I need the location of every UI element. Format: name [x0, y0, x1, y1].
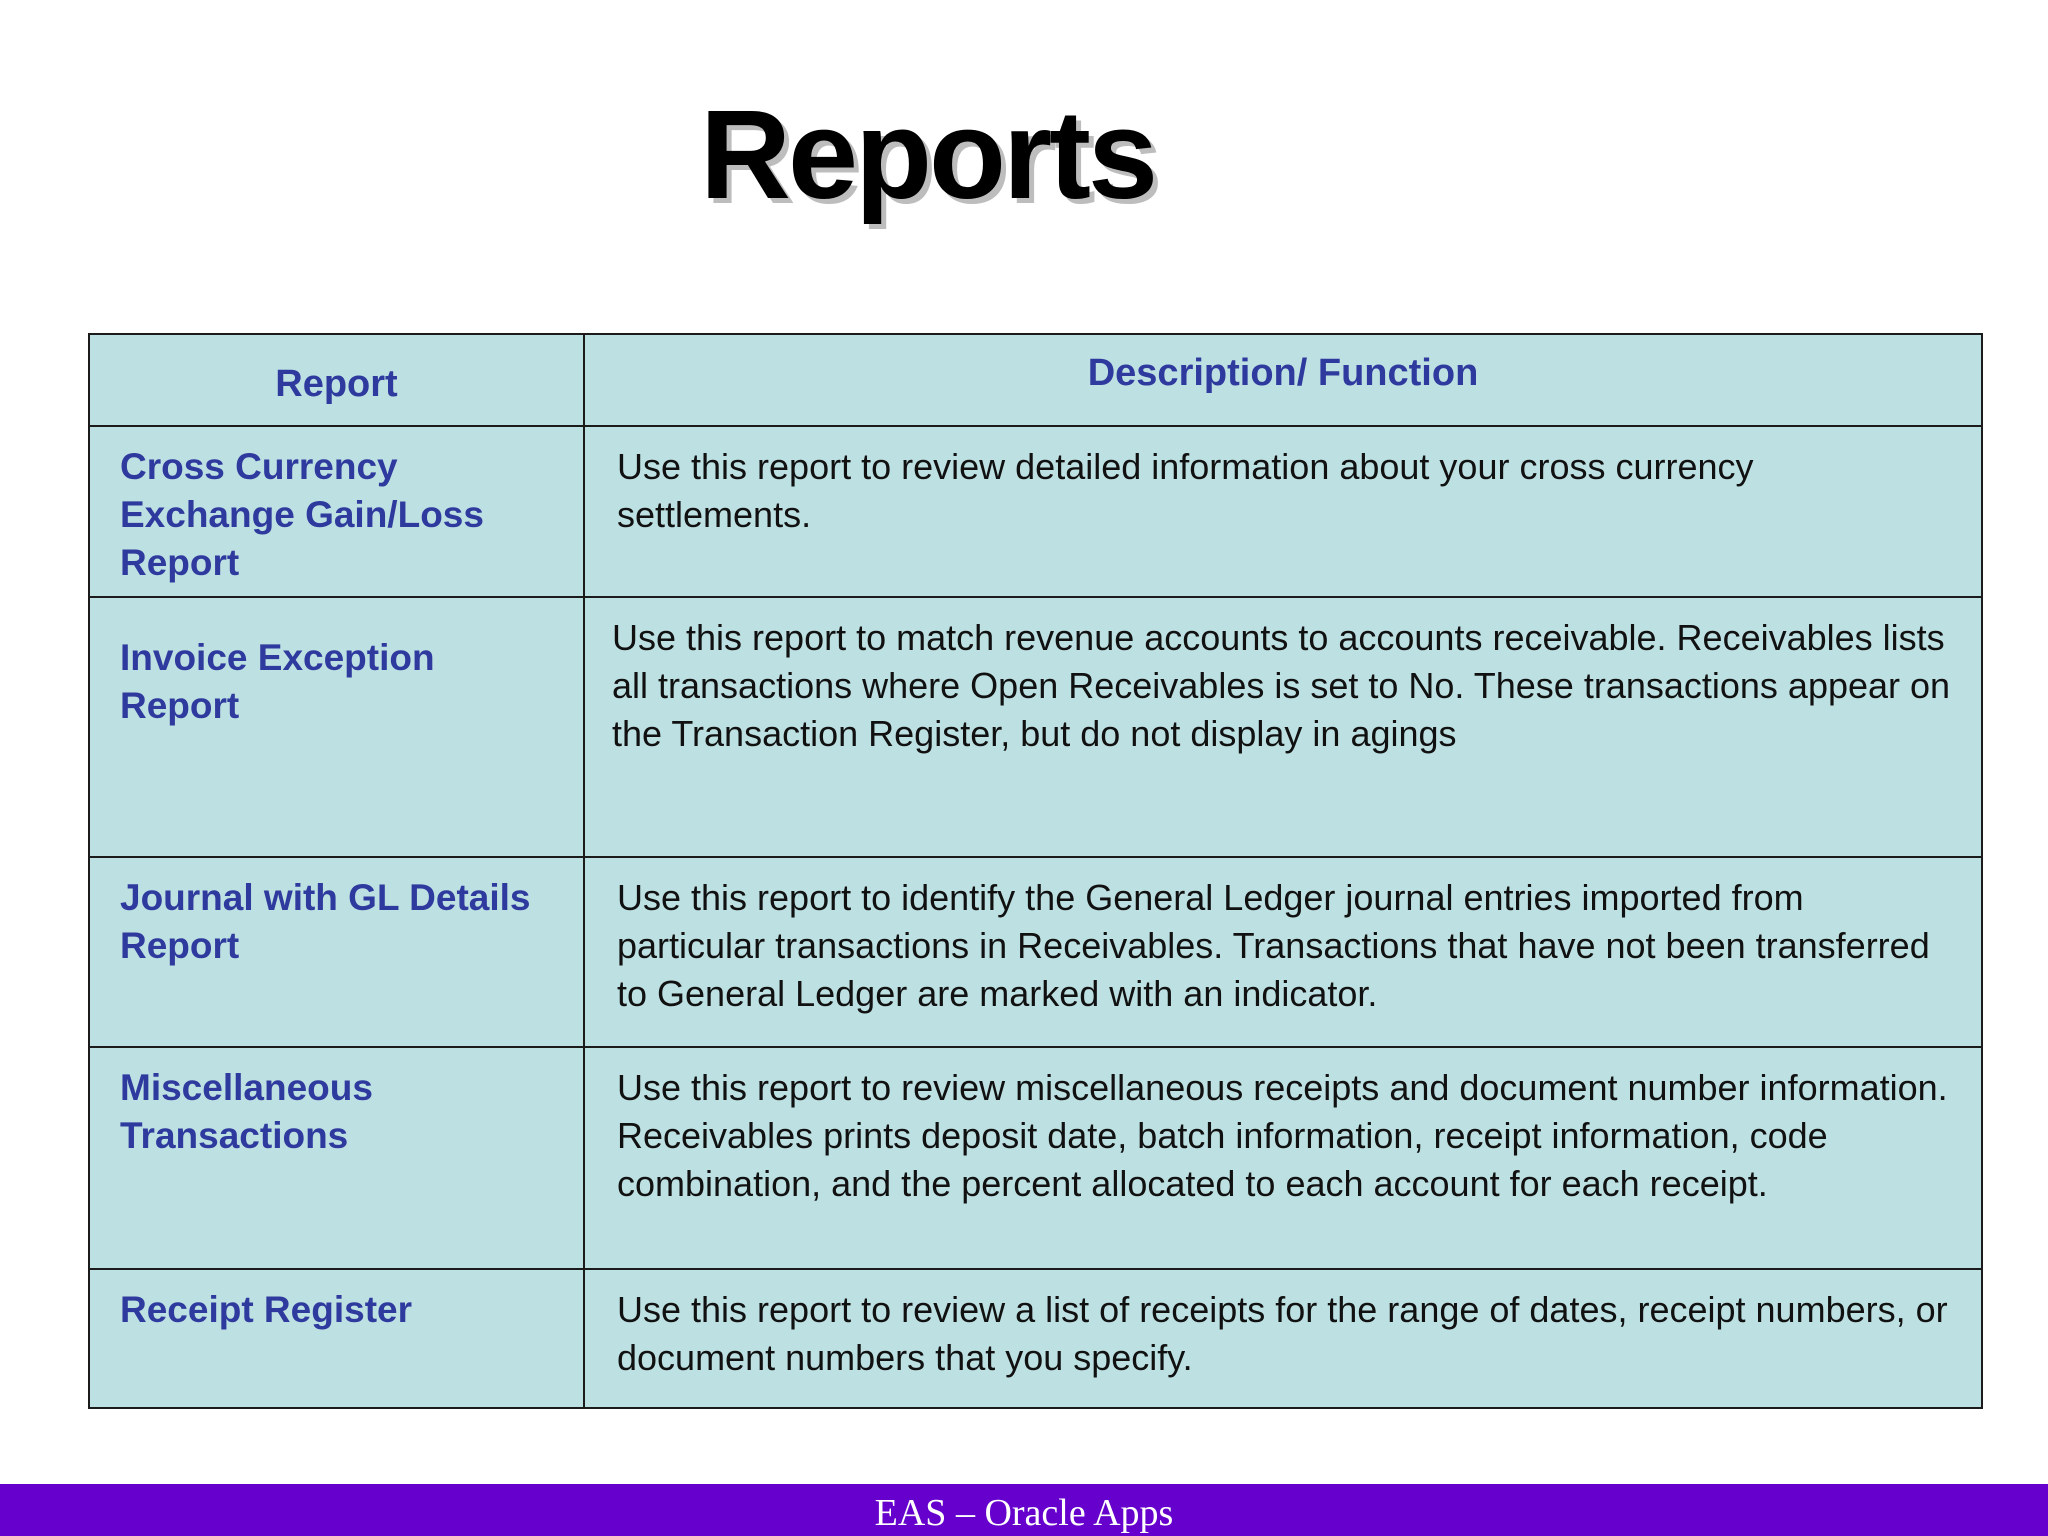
footer-bar: [0, 1484, 2048, 1536]
report-name: Receipt Register: [89, 1269, 584, 1408]
slide-title: Reports: [700, 84, 1156, 225]
header-report: [89, 334, 584, 426]
report-name: Cross Currency Exchange Gain/Loss Report: [89, 426, 584, 597]
header-description-label: Description/ Function: [1087, 352, 1479, 394]
footer-text: EAS – Oracle Apps: [874, 1492, 1174, 1534]
table-row: [89, 1047, 1982, 1269]
header-description: [584, 334, 1982, 426]
table-row: [89, 597, 1982, 857]
report-description: Use this report to review a list of receipts for the range of dates, receipt numbers, or document numbers that you specify.: [584, 1269, 1982, 1408]
report-description: Use this report to review miscellaneous receipts and document number information. Receivables prints deposit date, batch information, receipt information, code combination, and the percent allocated to each account for each receipt.: [584, 1047, 1982, 1269]
report-name: Miscellaneous Transactions: [89, 1047, 584, 1269]
report-description: Use this report to review detailed information about your cross currency settlements.: [584, 426, 1982, 597]
table-row: [89, 426, 1982, 597]
report-name: Invoice Exception Report: [89, 597, 584, 857]
report-description: Use this report to identify the General Ledger journal entries imported from particular transactions in Receivables. Transactions that have not been transferred to General Ledger are marked with an indicator.: [584, 857, 1982, 1047]
header-report-label: Report: [275, 363, 398, 405]
report-name: Journal with GL Details Report: [89, 857, 584, 1047]
table-row: [89, 1269, 1982, 1408]
report-description: Use this report to match revenue accounts to accounts receivable. Receivables lists all transactions where Open Receivables is set to No. These transactions appear on the Transaction Register, but do not display in agings: [584, 597, 1982, 857]
table-row: [89, 857, 1982, 1047]
table-header-row: [89, 334, 1982, 426]
reports-table: [88, 333, 1983, 1409]
